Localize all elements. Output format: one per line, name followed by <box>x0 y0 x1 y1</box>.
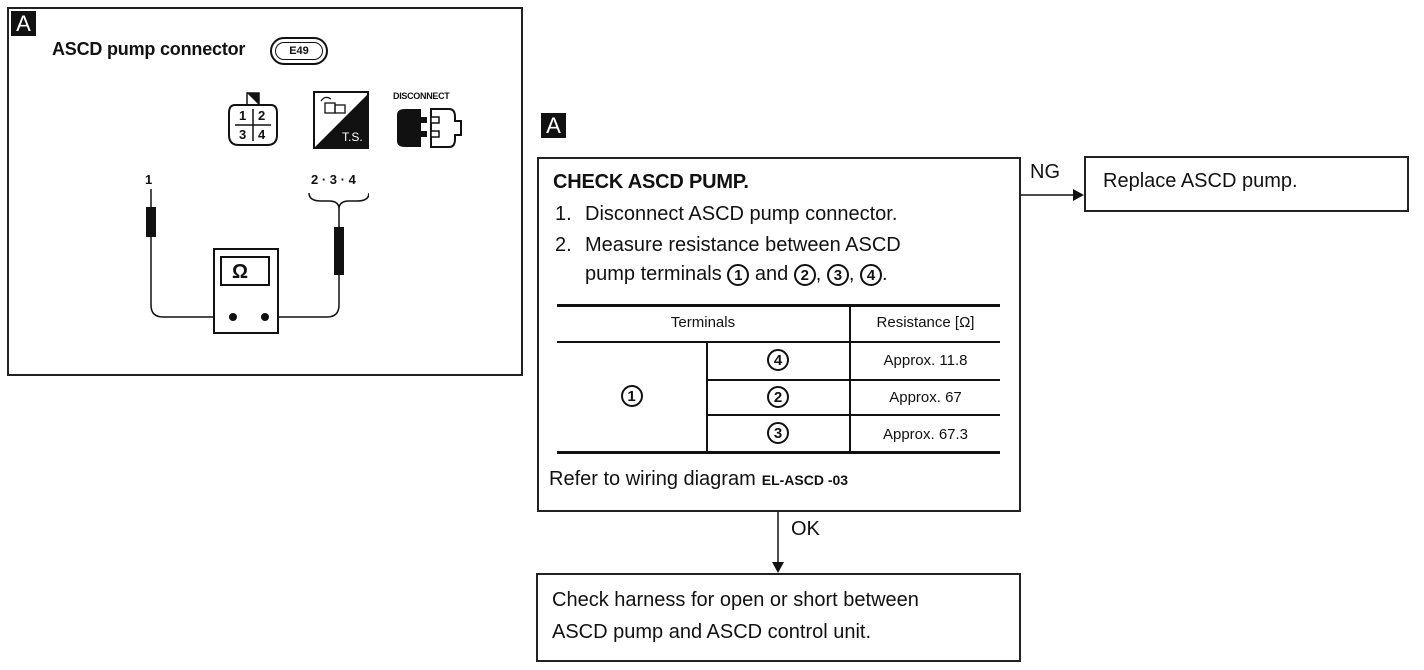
table-bottom-rule <box>557 451 1000 454</box>
table-row <box>707 422 849 444</box>
terminal-4-circle: 4 <box>860 264 882 286</box>
replace-pump-box <box>1084 156 1409 212</box>
ng-arrow <box>1021 185 1085 205</box>
comma-1: , <box>815 263 822 285</box>
to-terminal-circle: 3 <box>767 422 789 444</box>
table-header-rule <box>557 341 1000 343</box>
refer-text <box>549 468 848 491</box>
probe-right-label: 2 · 3 · 4 <box>311 172 356 187</box>
table-row <box>707 349 849 371</box>
period: . <box>882 263 888 285</box>
from-terminal-circle: 1 <box>621 385 643 407</box>
ok-result-line-1: Check harness for open or short between <box>552 589 919 611</box>
step-2 <box>555 234 901 257</box>
table-row-value: Approx. 67 <box>889 389 962 406</box>
connector-code: E49 <box>275 42 323 60</box>
step-2-continuation <box>585 263 888 286</box>
comma-2: , <box>848 263 855 285</box>
disconnect-label: DISCONNECT <box>393 91 450 101</box>
check-ascd-pump-box <box>537 157 1021 512</box>
table-header-resistance: Resistance [Ω] <box>876 314 975 331</box>
table-row-value: Approx. 11.8 <box>883 352 968 369</box>
step-1 <box>555 203 897 226</box>
pin-2-label: 2 <box>258 108 266 123</box>
pin-1-label: 1 <box>239 108 247 123</box>
disconnect-icon <box>393 105 463 151</box>
ng-label: NG <box>1030 161 1060 183</box>
panel-tag: A <box>11 11 36 36</box>
ok-arrow <box>769 512 789 574</box>
and-word: and <box>754 263 789 285</box>
pin-4-label: 4 <box>258 127 266 142</box>
terminal-1-circle: 1 <box>727 264 749 286</box>
connector-test-panel <box>7 7 523 376</box>
panel-title: ASCD pump connector <box>52 39 246 59</box>
pin-3-label: 3 <box>239 127 247 142</box>
terminal-2-circle: 2 <box>794 264 816 286</box>
ohm-symbol: Ω <box>232 261 249 283</box>
probe-left-label: 1 <box>145 172 153 187</box>
ok-label: OK <box>791 518 820 540</box>
table-row-rule-1 <box>707 379 1000 381</box>
connector-face-icon <box>227 91 279 147</box>
refer-code: EL-ASCD -03 <box>761 472 849 488</box>
refer-label: Refer to wiring diagram <box>549 468 756 490</box>
connector-code-badge <box>270 37 328 65</box>
table-row-value: Approx. 67.3 <box>882 426 969 443</box>
ohmmeter-wiring <box>129 187 369 337</box>
table-row <box>707 386 849 408</box>
table-row-rule-2 <box>707 414 1000 416</box>
ok-result-line-2: ASCD pump and ASCD control unit. <box>552 621 872 643</box>
ts-label: T.S. <box>342 130 363 144</box>
step-1-number: 1. <box>555 203 572 225</box>
step-2-number: 2. <box>555 234 572 256</box>
step-2-text: Measure resistance between ASCD <box>585 234 901 256</box>
step-1-text: Disconnect ASCD pump connector. <box>585 203 898 225</box>
table-top-rule <box>557 304 1000 307</box>
table-from-terminal <box>557 385 706 407</box>
to-terminal-circle: 2 <box>767 386 789 408</box>
terminal-3-circle: 3 <box>827 264 849 286</box>
table-header-terminals: Terminals <box>670 314 736 331</box>
flow-tag: A <box>541 113 566 138</box>
ng-result: Replace ASCD pump. <box>1103 170 1298 192</box>
check-harness-box <box>536 573 1021 662</box>
to-terminal-circle: 4 <box>767 349 789 371</box>
step-2-pre: pump terminals <box>585 263 722 285</box>
check-title: CHECK ASCD PUMP. <box>553 171 749 193</box>
